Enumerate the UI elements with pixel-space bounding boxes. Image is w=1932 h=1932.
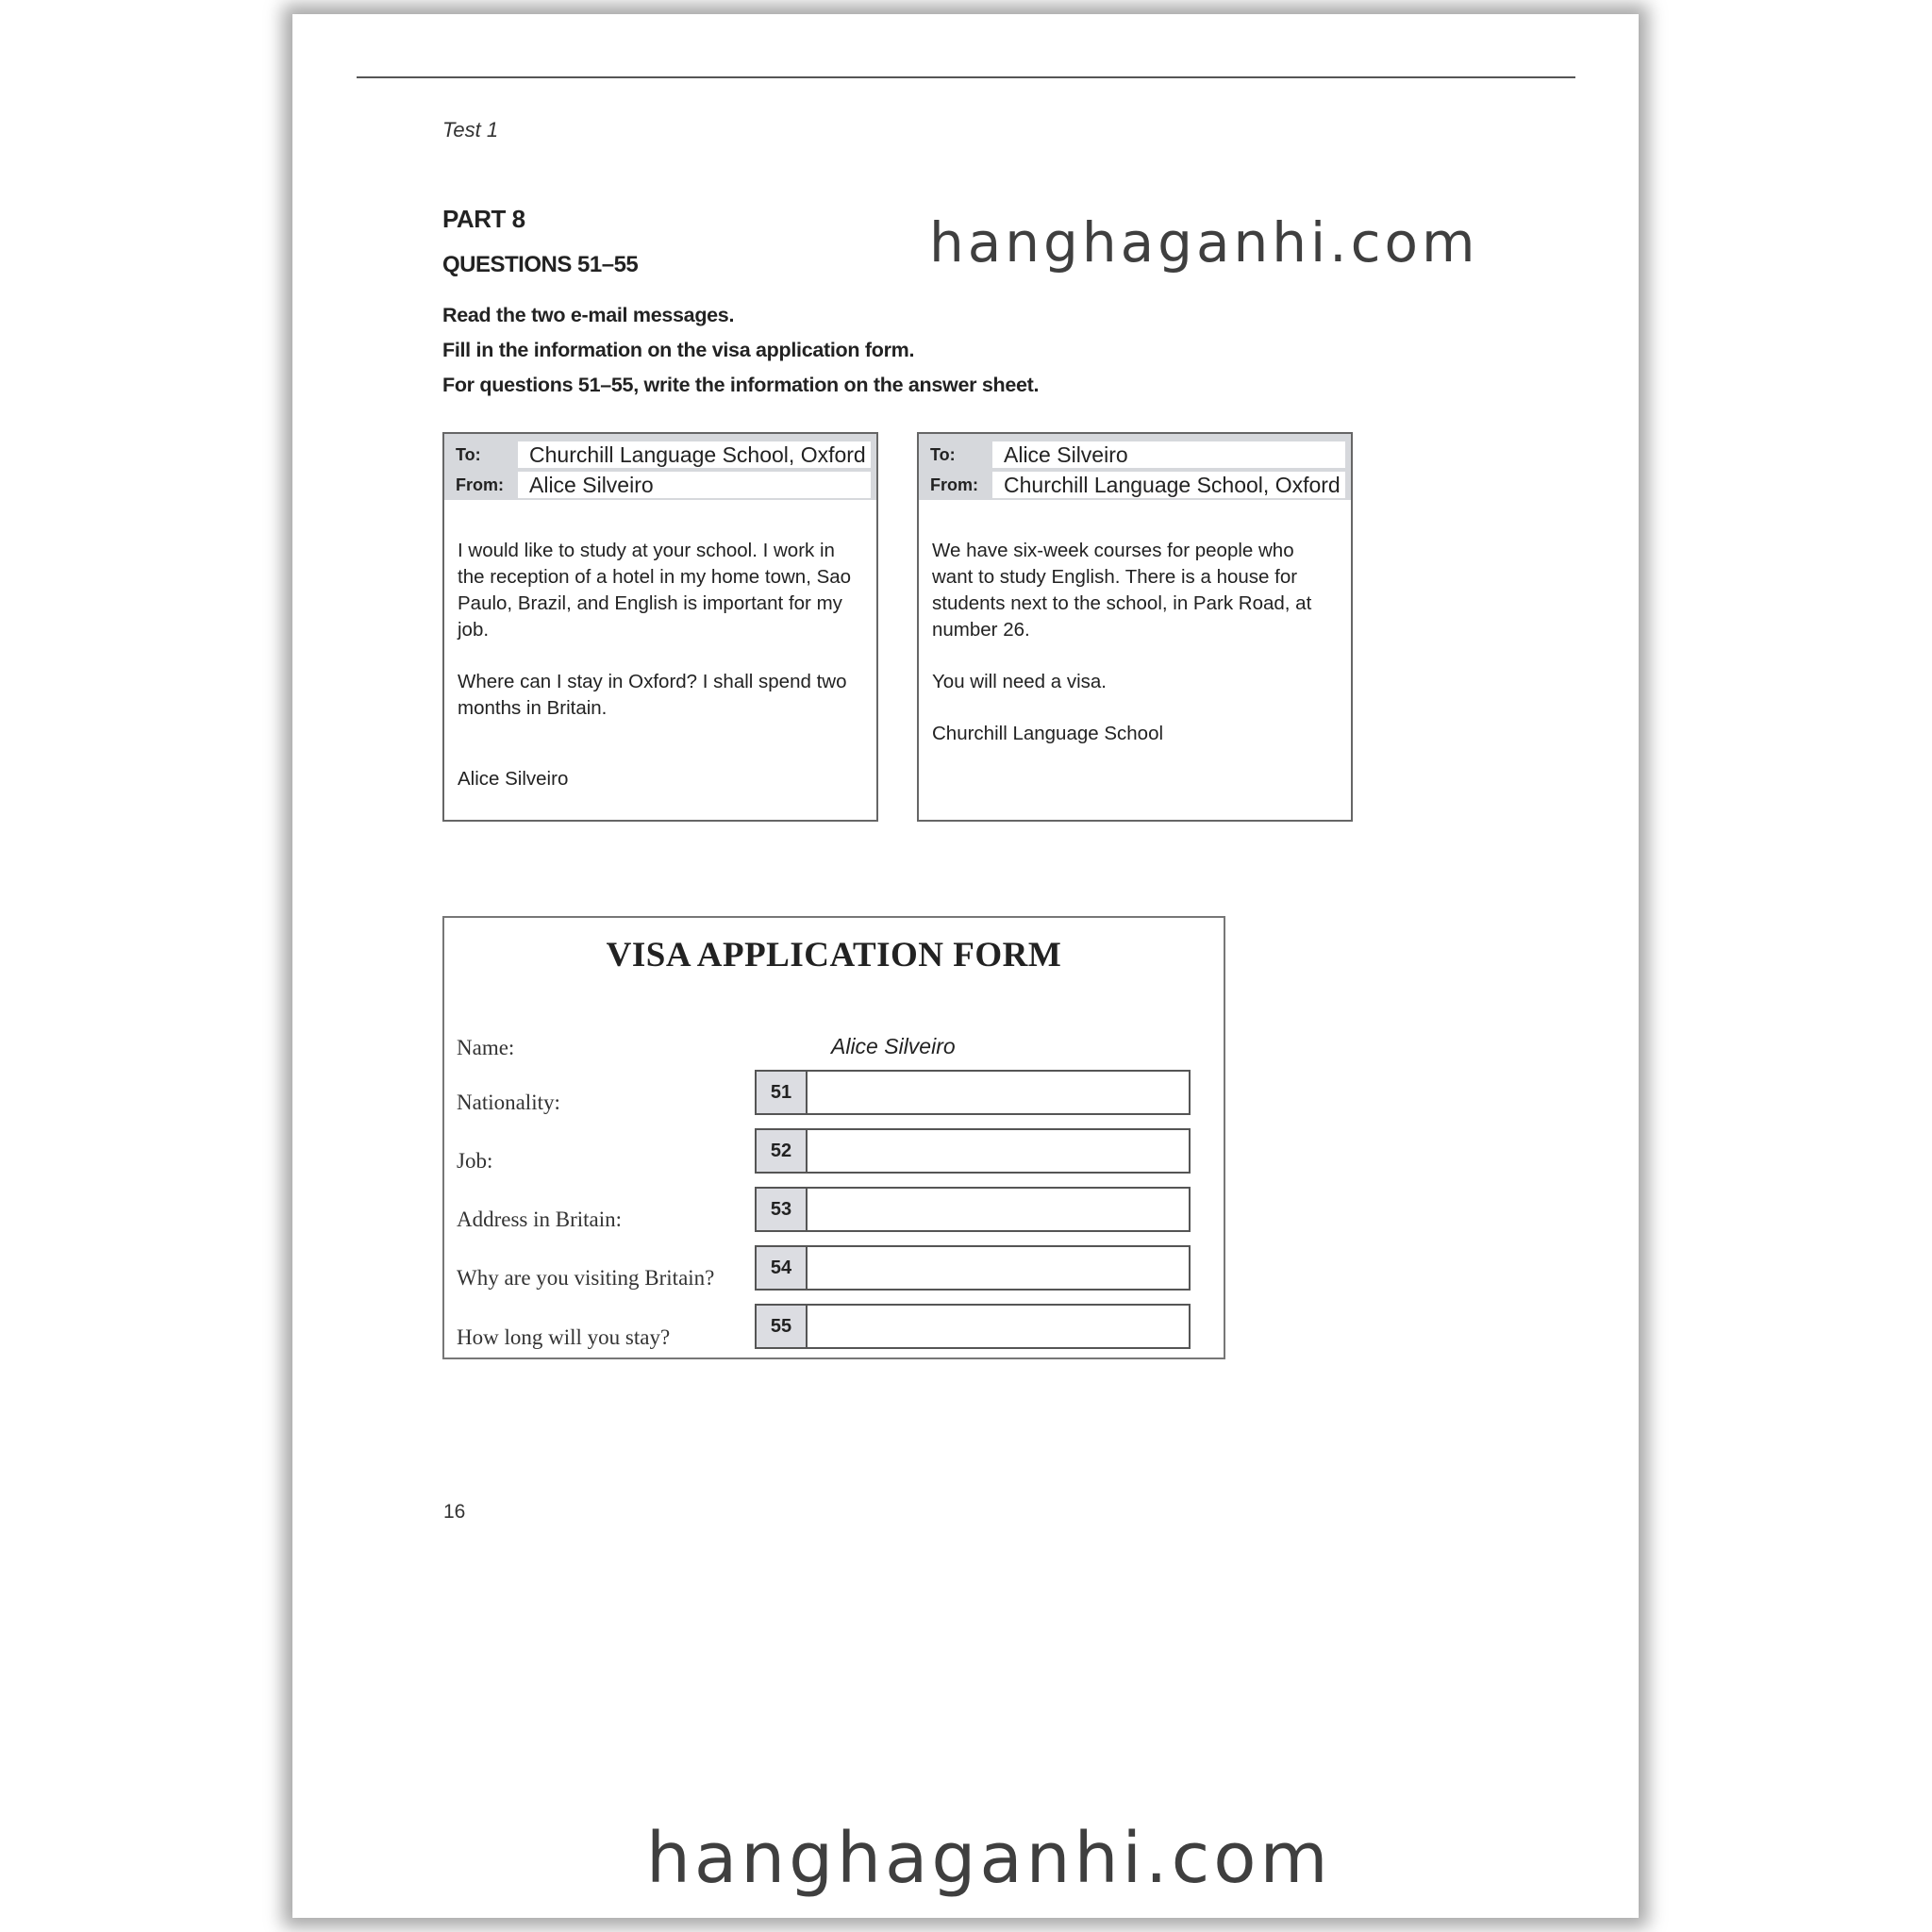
answer-field[interactable] — [808, 1306, 1189, 1347]
email-header — [444, 434, 876, 500]
instruction-line: Fill in the information on the visa application form. — [442, 339, 915, 361]
question-number: 53 — [757, 1189, 808, 1230]
answer-box-51[interactable] — [755, 1070, 1191, 1115]
watermark-bottom: hanghaganhi.com — [646, 1818, 1332, 1899]
field-label-job: Job: — [457, 1149, 493, 1173]
answer-box-53[interactable] — [755, 1187, 1191, 1232]
field-label-reason: Why are you visiting Britain? — [457, 1266, 715, 1290]
question-number: 52 — [757, 1130, 808, 1172]
from-label: From: — [456, 475, 504, 494]
field-label-duration: How long will you stay? — [457, 1325, 671, 1349]
email-signature: Alice Silveiro — [458, 768, 569, 790]
instruction-line: Read the two e-mail messages. — [442, 304, 735, 326]
from-label: From: — [930, 475, 978, 494]
email-paragraph: I would like to study at your school. I work in the reception of a hotel in my home town, Sao Paulo, Brazil, and English is important for my job. — [458, 540, 852, 641]
field-label-nationality: Nationality: — [457, 1091, 560, 1114]
page-number: 16 — [443, 1501, 466, 1523]
answer-field[interactable] — [808, 1247, 1189, 1289]
to-value: Churchill Language School, Oxford — [518, 441, 871, 468]
name-label: Name: — [457, 1036, 515, 1059]
instruction-line: For questions 51–55, write the information on the answer sheet. — [442, 374, 1040, 396]
email-message-1 — [442, 432, 878, 822]
header-rule — [357, 76, 1575, 78]
part-heading: PART 8 — [442, 205, 525, 233]
visa-application-form — [442, 916, 1225, 1359]
email-header — [919, 434, 1351, 500]
email-paragraph: Where can I stay in Oxford? I shall spend two months in Britain. — [458, 671, 847, 719]
form-title: VISA APPLICATION FORM — [606, 936, 1062, 974]
from-value: Alice Silveiro — [518, 472, 871, 498]
answer-box-54[interactable] — [755, 1245, 1191, 1291]
question-number: 54 — [757, 1247, 808, 1289]
watermark-top: hanghaganhi.com — [929, 210, 1479, 275]
email-signature: Churchill Language School — [932, 723, 1164, 744]
question-number: 51 — [757, 1072, 808, 1113]
email-message-2 — [917, 432, 1353, 822]
email-body — [919, 500, 1351, 747]
to-label: To: — [456, 444, 481, 464]
answer-field[interactable] — [808, 1189, 1189, 1230]
to-value: Alice Silveiro — [992, 441, 1345, 468]
document-page — [292, 14, 1639, 1918]
questions-heading: QUESTIONS 51–55 — [442, 252, 639, 277]
email-body — [444, 500, 876, 792]
email-paragraph: We have six-week courses for people who want to study English. There is a house for students next to the school, in Park Road, at number 26. — [932, 540, 1312, 641]
from-value: Churchill Language School, Oxford — [992, 472, 1345, 498]
running-title: Test 1 — [442, 118, 499, 142]
field-label-address: Address in Britain: — [457, 1208, 623, 1231]
answer-field[interactable] — [808, 1130, 1189, 1172]
answer-box-55[interactable] — [755, 1304, 1191, 1349]
email-paragraph: You will need a visa. — [932, 671, 1108, 692]
answer-field[interactable] — [808, 1072, 1189, 1113]
question-number: 55 — [757, 1306, 808, 1347]
to-label: To: — [930, 444, 956, 464]
answer-box-52[interactable] — [755, 1128, 1191, 1174]
name-value: Alice Silveiro — [831, 1034, 956, 1058]
